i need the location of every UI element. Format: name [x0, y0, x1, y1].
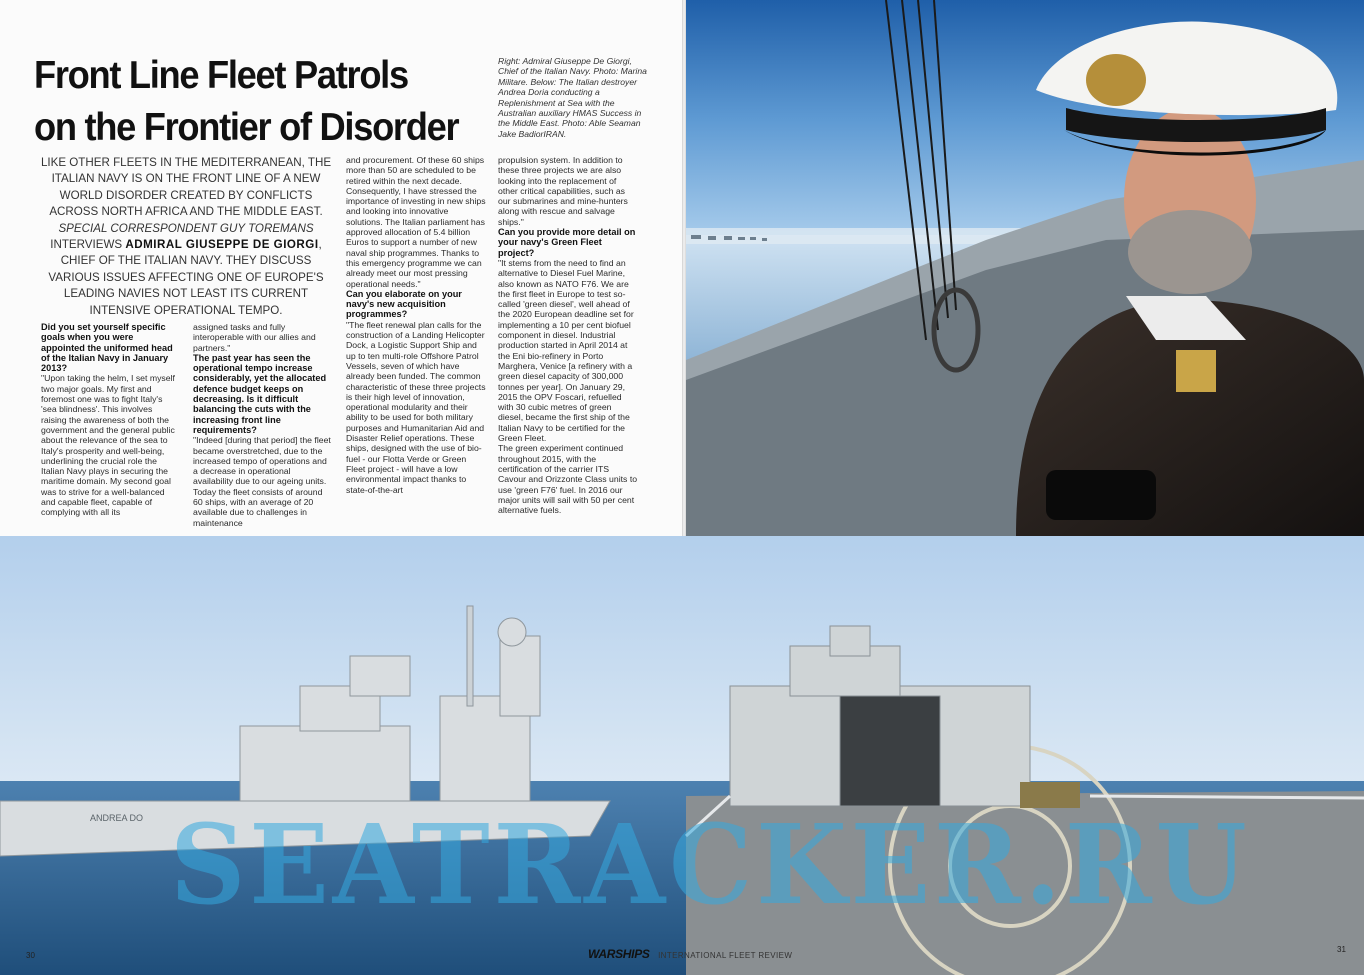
answer-4: "It stems from the need to find an alternative to Diesel Fuel Marine, also known as NATO F76. We are the first fleet in Europe to test so-called 'green diesel', well ahead of the 2020 European deadline set for implementing a 10 per cent biofuel component in diesel. Industrial production started in April 2014 at the Eni bio-refinery in Porto Marghera, Venice [a refinery with a green diesel capacity of 300,000 tonnes per year]. On January 29, 2015 the OPV Foscari, refuelled with 30 cubic metres of green diesel, became the first ship of the Italian Navy to be certified for the Green Fleet. — [498, 257, 634, 444]
epaulette-icon — [1176, 350, 1216, 392]
page-number-right: 31 — [1337, 945, 1346, 954]
sky — [0, 536, 1364, 786]
admiral-photo — [686, 0, 1364, 536]
binoculars-icon — [1046, 470, 1156, 520]
body-column-1 — [41, 322, 177, 518]
answer-4-continued: The green experiment continued throughout 2015, with the certification of the carrier ITS Cavour and Orizzonte Class units to use 'green F76' fuel. In 2016 our major units will sail with 50 per cent alternative fuels. — [498, 443, 638, 516]
standfirst-interviews: INTERVIEWS — [50, 238, 123, 252]
correspondent-line: SPECIAL CORRESPONDENT GUY TOREMANS — [58, 221, 314, 235]
page-number-left: 30 — [26, 951, 35, 960]
question-4: Can you provide more detail on your navy's Green Fleet project? — [498, 227, 636, 258]
answer-2-continued: and procurement. Of these 60 ships more than 50 are scheduled to be retired within the next decade. Consequently, I have stressed the importance of investing in new ships and looking into innovative solutions. The Italian parliament has approved allocation of 5.4 billion Euros to support a number of new naval ship programmes. Thanks to this emergency programme we can already meet our most pressing operational needs." — [346, 155, 486, 289]
standfirst-intro: LIKE OTHER FLEETS IN THE MEDITERRANEAN, THE ITALIAN NAVY IS ON THE FRONT LINE OF A NEW WORLD DISORDER CREATED BY CONFLICTS ACROSS NORTH AFRICA AND THE MIDDLE EAST. — [40, 156, 332, 219]
beard — [1128, 210, 1252, 294]
headline-line-2: on the Frontier of Disorder — [34, 106, 459, 149]
magazine-brand: WARSHIPS — [588, 947, 650, 961]
standfirst-rest: , CHIEF OF THE ITALIAN NAVY. THEY DISCUSS VARIOUS ISSUES AFFECTING ONE OF EUROPE'S LEADING NAVIES NOT LEAST ITS CURRENT INTENSIVE OPERATIONAL TEMPO. — [48, 238, 324, 317]
standfirst — [34, 155, 338, 319]
body-column-4 — [498, 155, 638, 515]
question-1: Did you set yourself specific goals when you were appointed the uniformed head of the Italian Navy in January 2013? — [41, 322, 173, 374]
admiral-photo-illustration — [686, 0, 1364, 536]
body-column-2 — [193, 322, 332, 528]
article-headline — [34, 50, 459, 154]
question-2: The past year has seen the operational tempo increase considerably, yet the allocated defence budget keeps on decreasing. Is it difficult balancing the cuts with the increasing front line requirements? — [193, 352, 327, 435]
answer-2: "Indeed [during that period] the fleet became overstretched, due to the increased tempo of operations and a decrease in operational availability due to our ageing units. Today the fleet consists of around 60 ships, with an average of 20 available due to challenges in maintenance — [193, 435, 331, 528]
body-column-3 — [346, 155, 486, 495]
ship-hull-name: ANDREA DO — [90, 813, 144, 823]
cap-badge-icon — [1086, 54, 1146, 106]
magazine-subtitle: INTERNATIONAL FLEET REVIEW — [658, 951, 793, 960]
magazine-footer — [588, 945, 792, 963]
answer-1-continued: assigned tasks and fully interoperable with our allies and partners." — [193, 322, 316, 353]
answer-3: "The fleet renewal plan calls for the construction of a Landing Helicopter Dock, a Logistic Support Ship and up to ten multi-role Offshore Patrol Vessels, seven of which have already been funded. The common characteristic of these three projects is their high level of innovation, operational modularity and their ability to be used for both military purposes and Humanitarian Aid and Disaster Relief operations. These ships, designed with the use of bio-fuel - our Flotta Verde or Green Fleet project - will have a low environmental impact thanks to state-of-the-art — [346, 319, 486, 495]
headline-line-1: Front Line Fleet Patrols — [34, 54, 408, 97]
photo-caption: Right: Admiral Giuseppe De Giorgi, Chief of the Italian Navy. Photo: Marina Militare. Below: The Italian destroyer Andrea Doria conducting a Replenishment at Sea with the Australian auxiliary HMAS Success in the Middle East. Photo: Able Seaman Jake BadiorIRAN. — [498, 56, 647, 139]
answer-3-continued: propulsion system. In addition to these three projects we are also looking into the replacement of other critical capabilities, such as our submarines and mine-hunters along with rescue and salvage ships." — [498, 155, 628, 227]
answer-1: "Upon taking the helm, I set myself two major goals. My first and foremost one was to fight Italy's 'sea blindness'. This involves raising the awareness of both the government and the general public about the relevance of the sea to Italy's prosperity and well-being, underlining the crucial role the Italian Navy plays in securing the maritime domain. My second goal was to strive for a well-balanced and capable fleet, capable of complying with all its — [41, 373, 175, 518]
question-3: Can you elaborate on your navy's new acquisition programmes? — [346, 288, 462, 320]
interviewee-name: ADMIRAL GIUSEPPE DE GIORGI — [125, 238, 319, 252]
watermark: SEATRACKER.RU — [170, 800, 1251, 929]
